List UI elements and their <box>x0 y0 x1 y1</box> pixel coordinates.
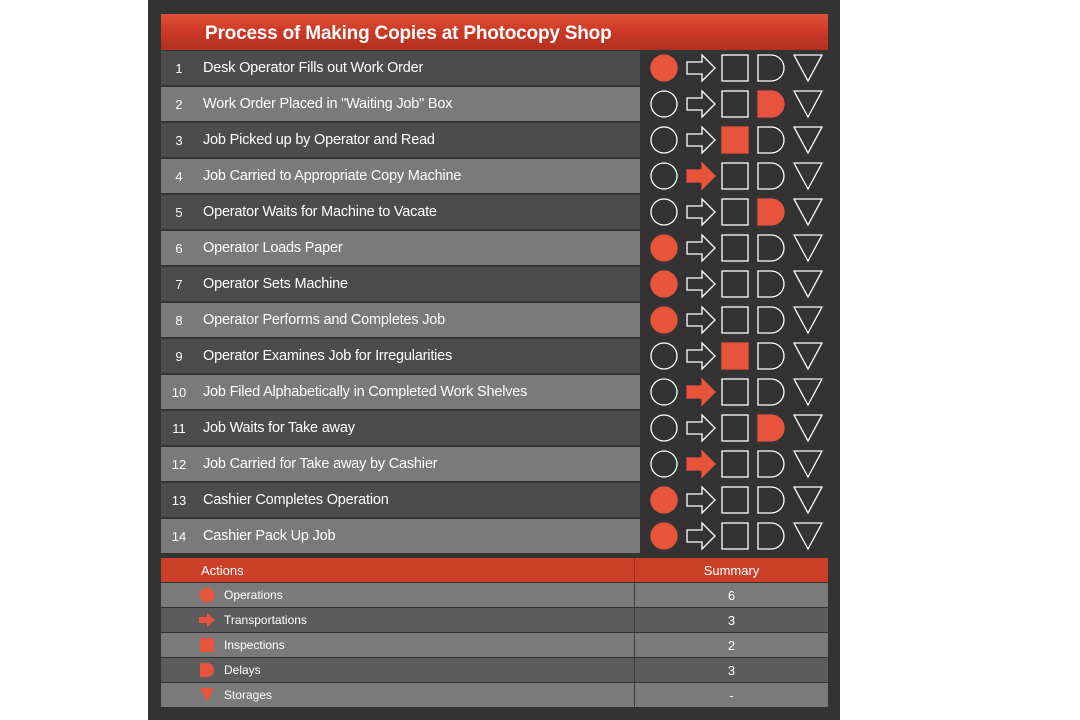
operation-symbol <box>651 271 677 297</box>
transportation-symbol <box>687 91 715 117</box>
step-description: Job Picked up by Operator and Read <box>197 123 640 157</box>
step-description: Cashier Completes Operation <box>197 483 640 517</box>
summary-row <box>161 608 828 632</box>
step-description: Job Carried to Appropriate Copy Machine <box>197 159 640 193</box>
summary-row <box>161 658 828 682</box>
summary-row <box>161 583 828 607</box>
step-number: 4 <box>161 159 197 193</box>
step-description: Operator Examines Job for Irregularities <box>197 339 640 373</box>
delay-symbol <box>758 307 784 333</box>
step-number: 3 <box>161 123 197 157</box>
step-description: Operator Waits for Machine to Vacate <box>197 195 640 229</box>
summary-count: 3 <box>634 608 828 632</box>
step-description: Work Order Placed in "Waiting Job" Box <box>197 87 640 121</box>
delay-symbol <box>758 415 784 441</box>
transportation-symbol <box>687 451 715 477</box>
step-description: Desk Operator Fills out Work Order <box>197 51 640 85</box>
step-row <box>161 123 828 157</box>
delay-symbol <box>758 55 784 81</box>
operation-symbol <box>651 163 677 189</box>
delay-symbol <box>758 271 784 297</box>
step-number: 11 <box>161 411 197 445</box>
storage-symbol <box>794 343 822 369</box>
step-row <box>161 267 828 301</box>
storage-symbol <box>794 55 822 81</box>
step-symbols <box>642 267 828 301</box>
inspection-symbol <box>722 271 748 297</box>
summary-row <box>161 633 828 657</box>
step-row <box>161 375 828 409</box>
step-row <box>161 519 828 553</box>
storage-symbol <box>794 523 822 549</box>
storage-symbol <box>794 127 822 153</box>
step-row <box>161 447 828 481</box>
operation-symbol <box>651 127 677 153</box>
step-symbols <box>642 519 828 553</box>
step-symbols <box>642 483 828 517</box>
transportation-symbol <box>687 523 715 549</box>
inspection-symbol <box>722 343 748 369</box>
transportation-symbol <box>687 271 715 297</box>
transportation-symbol <box>687 127 715 153</box>
summary-count: 3 <box>634 658 828 682</box>
storage-symbol <box>794 235 822 261</box>
summary-table <box>161 558 828 708</box>
transportation-symbol <box>687 199 715 225</box>
inspection-symbol <box>722 415 748 441</box>
inspection-symbol <box>722 379 748 405</box>
operation-icon <box>198 587 216 603</box>
transportation-symbol <box>687 487 715 513</box>
step-row <box>161 87 828 121</box>
storage-symbol <box>794 379 822 405</box>
transportation-icon <box>198 612 216 628</box>
step-description: Job Filed Alphabetically in Completed Work Shelves <box>197 375 640 409</box>
summary-count: 2 <box>634 633 828 657</box>
delay-symbol <box>758 91 784 117</box>
step-number: 6 <box>161 231 197 265</box>
inspection-symbol <box>722 91 748 117</box>
summary-action-label: Operations <box>224 588 283 602</box>
step-symbols <box>642 303 828 337</box>
summary-count: 6 <box>634 583 828 607</box>
process-steps-table <box>161 51 828 555</box>
delay-symbol <box>758 379 784 405</box>
delay-icon <box>198 662 216 678</box>
step-number: 5 <box>161 195 197 229</box>
storage-icon <box>198 687 216 703</box>
step-description: Job Carried for Take away by Cashier <box>197 447 640 481</box>
step-number: 12 <box>161 447 197 481</box>
transportation-symbol <box>687 343 715 369</box>
storage-symbol <box>794 487 822 513</box>
transportation-symbol <box>687 55 715 81</box>
step-symbols <box>642 87 828 121</box>
step-row <box>161 51 828 85</box>
delay-symbol <box>758 127 784 153</box>
summary-action-label: Storages <box>224 688 273 702</box>
delay-symbol <box>758 343 784 369</box>
delay-symbol <box>758 451 784 477</box>
step-symbols <box>642 195 828 229</box>
operation-symbol <box>651 451 677 477</box>
transportation-symbol <box>687 415 715 441</box>
operation-symbol <box>651 55 677 81</box>
transportation-symbol <box>687 235 715 261</box>
inspection-symbol <box>722 199 748 225</box>
storage-symbol <box>794 451 822 477</box>
storage-symbol <box>794 91 822 117</box>
transportation-symbol <box>687 307 715 333</box>
summary-row <box>161 683 828 707</box>
operation-symbol <box>651 523 677 549</box>
transportation-symbol <box>687 163 715 189</box>
inspection-symbol <box>722 487 748 513</box>
step-symbols <box>642 123 828 157</box>
step-symbols <box>642 339 828 373</box>
step-number: 1 <box>161 51 197 85</box>
step-symbols <box>642 375 828 409</box>
step-number: 7 <box>161 267 197 301</box>
step-symbols <box>642 447 828 481</box>
operation-symbol <box>651 343 677 369</box>
inspection-symbol <box>722 163 748 189</box>
inspection-symbol <box>722 307 748 333</box>
inspection-icon <box>198 637 216 653</box>
summary-count-header: Summary <box>634 558 828 582</box>
summary-count: - <box>634 683 828 707</box>
operation-symbol <box>651 91 677 117</box>
summary-action-label: Inspections <box>224 638 285 652</box>
chart-title: Process of Making Copies at Photocopy Shop <box>161 14 828 50</box>
summary-action-label: Delays <box>224 663 261 677</box>
step-symbols <box>642 159 828 193</box>
inspection-symbol <box>722 235 748 261</box>
operation-symbol <box>651 487 677 513</box>
delay-symbol <box>758 235 784 261</box>
step-number: 14 <box>161 519 197 553</box>
summary-header <box>161 558 828 582</box>
step-row <box>161 231 828 265</box>
step-number: 13 <box>161 483 197 517</box>
operation-symbol <box>651 379 677 405</box>
inspection-symbol <box>722 55 748 81</box>
step-description: Operator Performs and Completes Job <box>197 303 640 337</box>
operation-symbol <box>651 307 677 333</box>
storage-symbol <box>794 415 822 441</box>
delay-symbol <box>758 487 784 513</box>
step-row <box>161 339 828 373</box>
transportation-symbol <box>687 379 715 405</box>
step-description: Job Waits for Take away <box>197 411 640 445</box>
step-row <box>161 483 828 517</box>
step-symbols <box>642 51 828 85</box>
operation-symbol <box>651 415 677 441</box>
step-description: Cashier Pack Up Job <box>197 519 640 553</box>
step-description: Operator Sets Machine <box>197 267 640 301</box>
inspection-symbol <box>722 451 748 477</box>
delay-symbol <box>758 163 784 189</box>
step-number: 10 <box>161 375 197 409</box>
delay-symbol <box>758 199 784 225</box>
step-symbols <box>642 231 828 265</box>
summary-action-label: Transportations <box>224 613 307 627</box>
step-row <box>161 303 828 337</box>
delay-symbol <box>758 523 784 549</box>
step-row <box>161 411 828 445</box>
inspection-symbol <box>722 523 748 549</box>
step-number: 9 <box>161 339 197 373</box>
actions-header: Actions <box>201 562 244 578</box>
operation-symbol <box>651 199 677 225</box>
step-row <box>161 159 828 193</box>
storage-symbol <box>794 163 822 189</box>
step-number: 8 <box>161 303 197 337</box>
step-description: Operator Loads Paper <box>197 231 640 265</box>
inspection-symbol <box>722 127 748 153</box>
operation-symbol <box>651 235 677 261</box>
storage-symbol <box>794 271 822 297</box>
step-symbols <box>642 411 828 445</box>
step-number: 2 <box>161 87 197 121</box>
storage-symbol <box>794 199 822 225</box>
storage-symbol <box>794 307 822 333</box>
step-row <box>161 195 828 229</box>
